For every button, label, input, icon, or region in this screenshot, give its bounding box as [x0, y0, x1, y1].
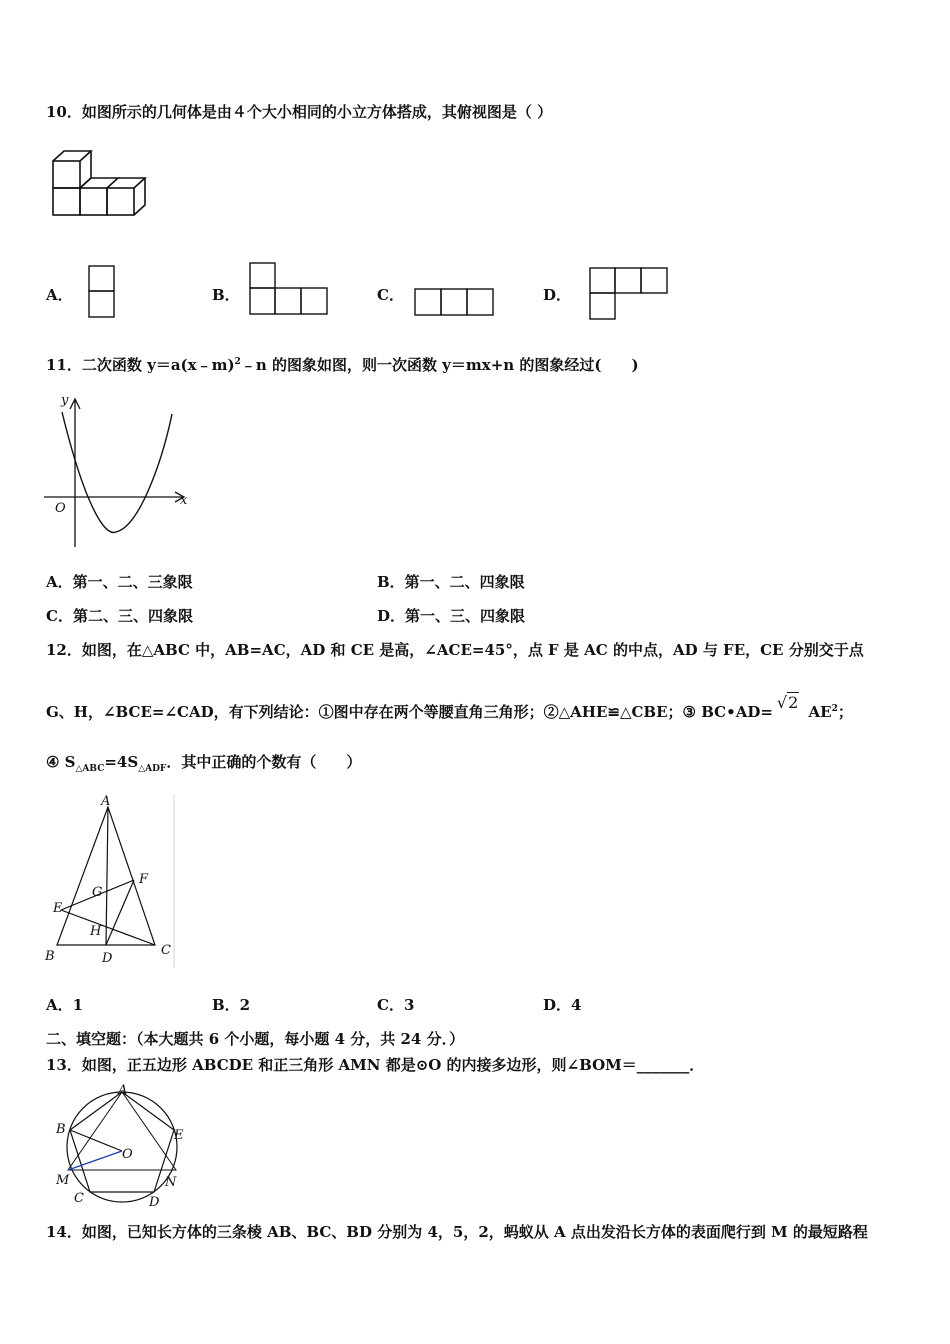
- q11-option-b[interactable]: B．第一、二、四象限: [377, 573, 525, 591]
- label-d: D: [102, 951, 113, 966]
- label-a: A: [118, 1083, 128, 1098]
- q11-option-a[interactable]: A．第一、二、三象限: [46, 573, 193, 591]
- q12-option-b[interactable]: B．2: [212, 996, 251, 1014]
- label-f: F: [139, 872, 149, 887]
- q10-option-c-label[interactable]: C．: [377, 286, 404, 304]
- label-o: O: [122, 1147, 133, 1162]
- q12-text-line-2: G、H，∠BCE=∠CAD，有下列结论：①图中存在两个等腰直角三角形；②△AHE≌△CBE；③ BC•AD= √2 $AE^2$；: [46, 693, 853, 721]
- label-m: M: [56, 1173, 70, 1188]
- label-b: B: [45, 949, 55, 964]
- q11-option-d[interactable]: D．第一、三、四象限: [377, 607, 526, 625]
- q13-text: 13．如图，正五边形 ABCDE 和正三角形 AMN 都是⊙O 的内接多边形，则∠BOM＝_______．: [46, 1056, 705, 1074]
- label-e: E: [53, 901, 63, 916]
- label-h: H: [90, 924, 102, 939]
- q10-text: 10．如图所示的几何体是由４个大小相同的小立方体搭成，其俯视图是（ ）: [46, 103, 553, 121]
- q10-solid-figure: [52, 150, 148, 220]
- sqrt-two: √2: [776, 693, 799, 712]
- q11-parabola-graph: [44, 392, 194, 550]
- q12-triangle-figure: [42, 792, 177, 970]
- x-axis-label: x: [180, 493, 188, 508]
- y-axis-label: y: [61, 393, 69, 408]
- q10-option-c-figure: [414, 288, 494, 316]
- label-c: C: [74, 1191, 84, 1206]
- origin-label: O: [55, 501, 66, 516]
- q12-option-a[interactable]: A．1: [46, 996, 84, 1014]
- label-n: N: [165, 1175, 177, 1190]
- q10-option-a-figure: [88, 265, 115, 319]
- q10-option-d-label[interactable]: D．: [543, 286, 572, 304]
- q13-circle-figure: [52, 1085, 192, 1210]
- section-2-heading: 二、填空题：（本大题共 6 个小题，每小题 4 分，共 24 分．）: [46, 1030, 465, 1048]
- q12-option-d[interactable]: D．4: [543, 996, 582, 1014]
- label-b: B: [56, 1122, 66, 1137]
- label-c: C: [161, 943, 171, 958]
- q14-text: 14．如图，已知长方体的三条棱 AB、BC、BD 分别为 4，5，2，蚂蚁从 A 点出发沿长方体的表面爬行到 M 的最短路程: [46, 1223, 868, 1241]
- q10-option-d-figure: [589, 267, 669, 321]
- q10-option-b-figure: [249, 262, 329, 316]
- label-a: A: [101, 794, 111, 809]
- q11-text: 11．二次函数 y＝a(x﹣m)$^2$﹣n 的图象如图，则一次函数 y＝mx+n 的图象经过( ): [46, 356, 639, 374]
- label-e: E: [174, 1128, 184, 1143]
- q12-option-c[interactable]: C．3: [377, 996, 415, 1014]
- q11-option-c[interactable]: C．第二、三、四象限: [46, 607, 193, 625]
- q12-text-line-3: ④ $S_{\triangle ABC}=4S_{\triangle ADF}$．其中正确的个数有（ ）: [46, 753, 362, 774]
- label-g: G: [92, 885, 103, 900]
- q10-option-b-label[interactable]: B．: [212, 286, 240, 304]
- label-d: D: [149, 1195, 160, 1210]
- q12-text-line-1: 12．如图，在△ABC 中，AB=AC，AD 和 CE 是高，∠ACE=45°，点 F 是 AC 的中点，AD 与 FE，CE 分别交于点: [46, 641, 864, 659]
- q10-option-a-label[interactable]: A．: [46, 286, 73, 304]
